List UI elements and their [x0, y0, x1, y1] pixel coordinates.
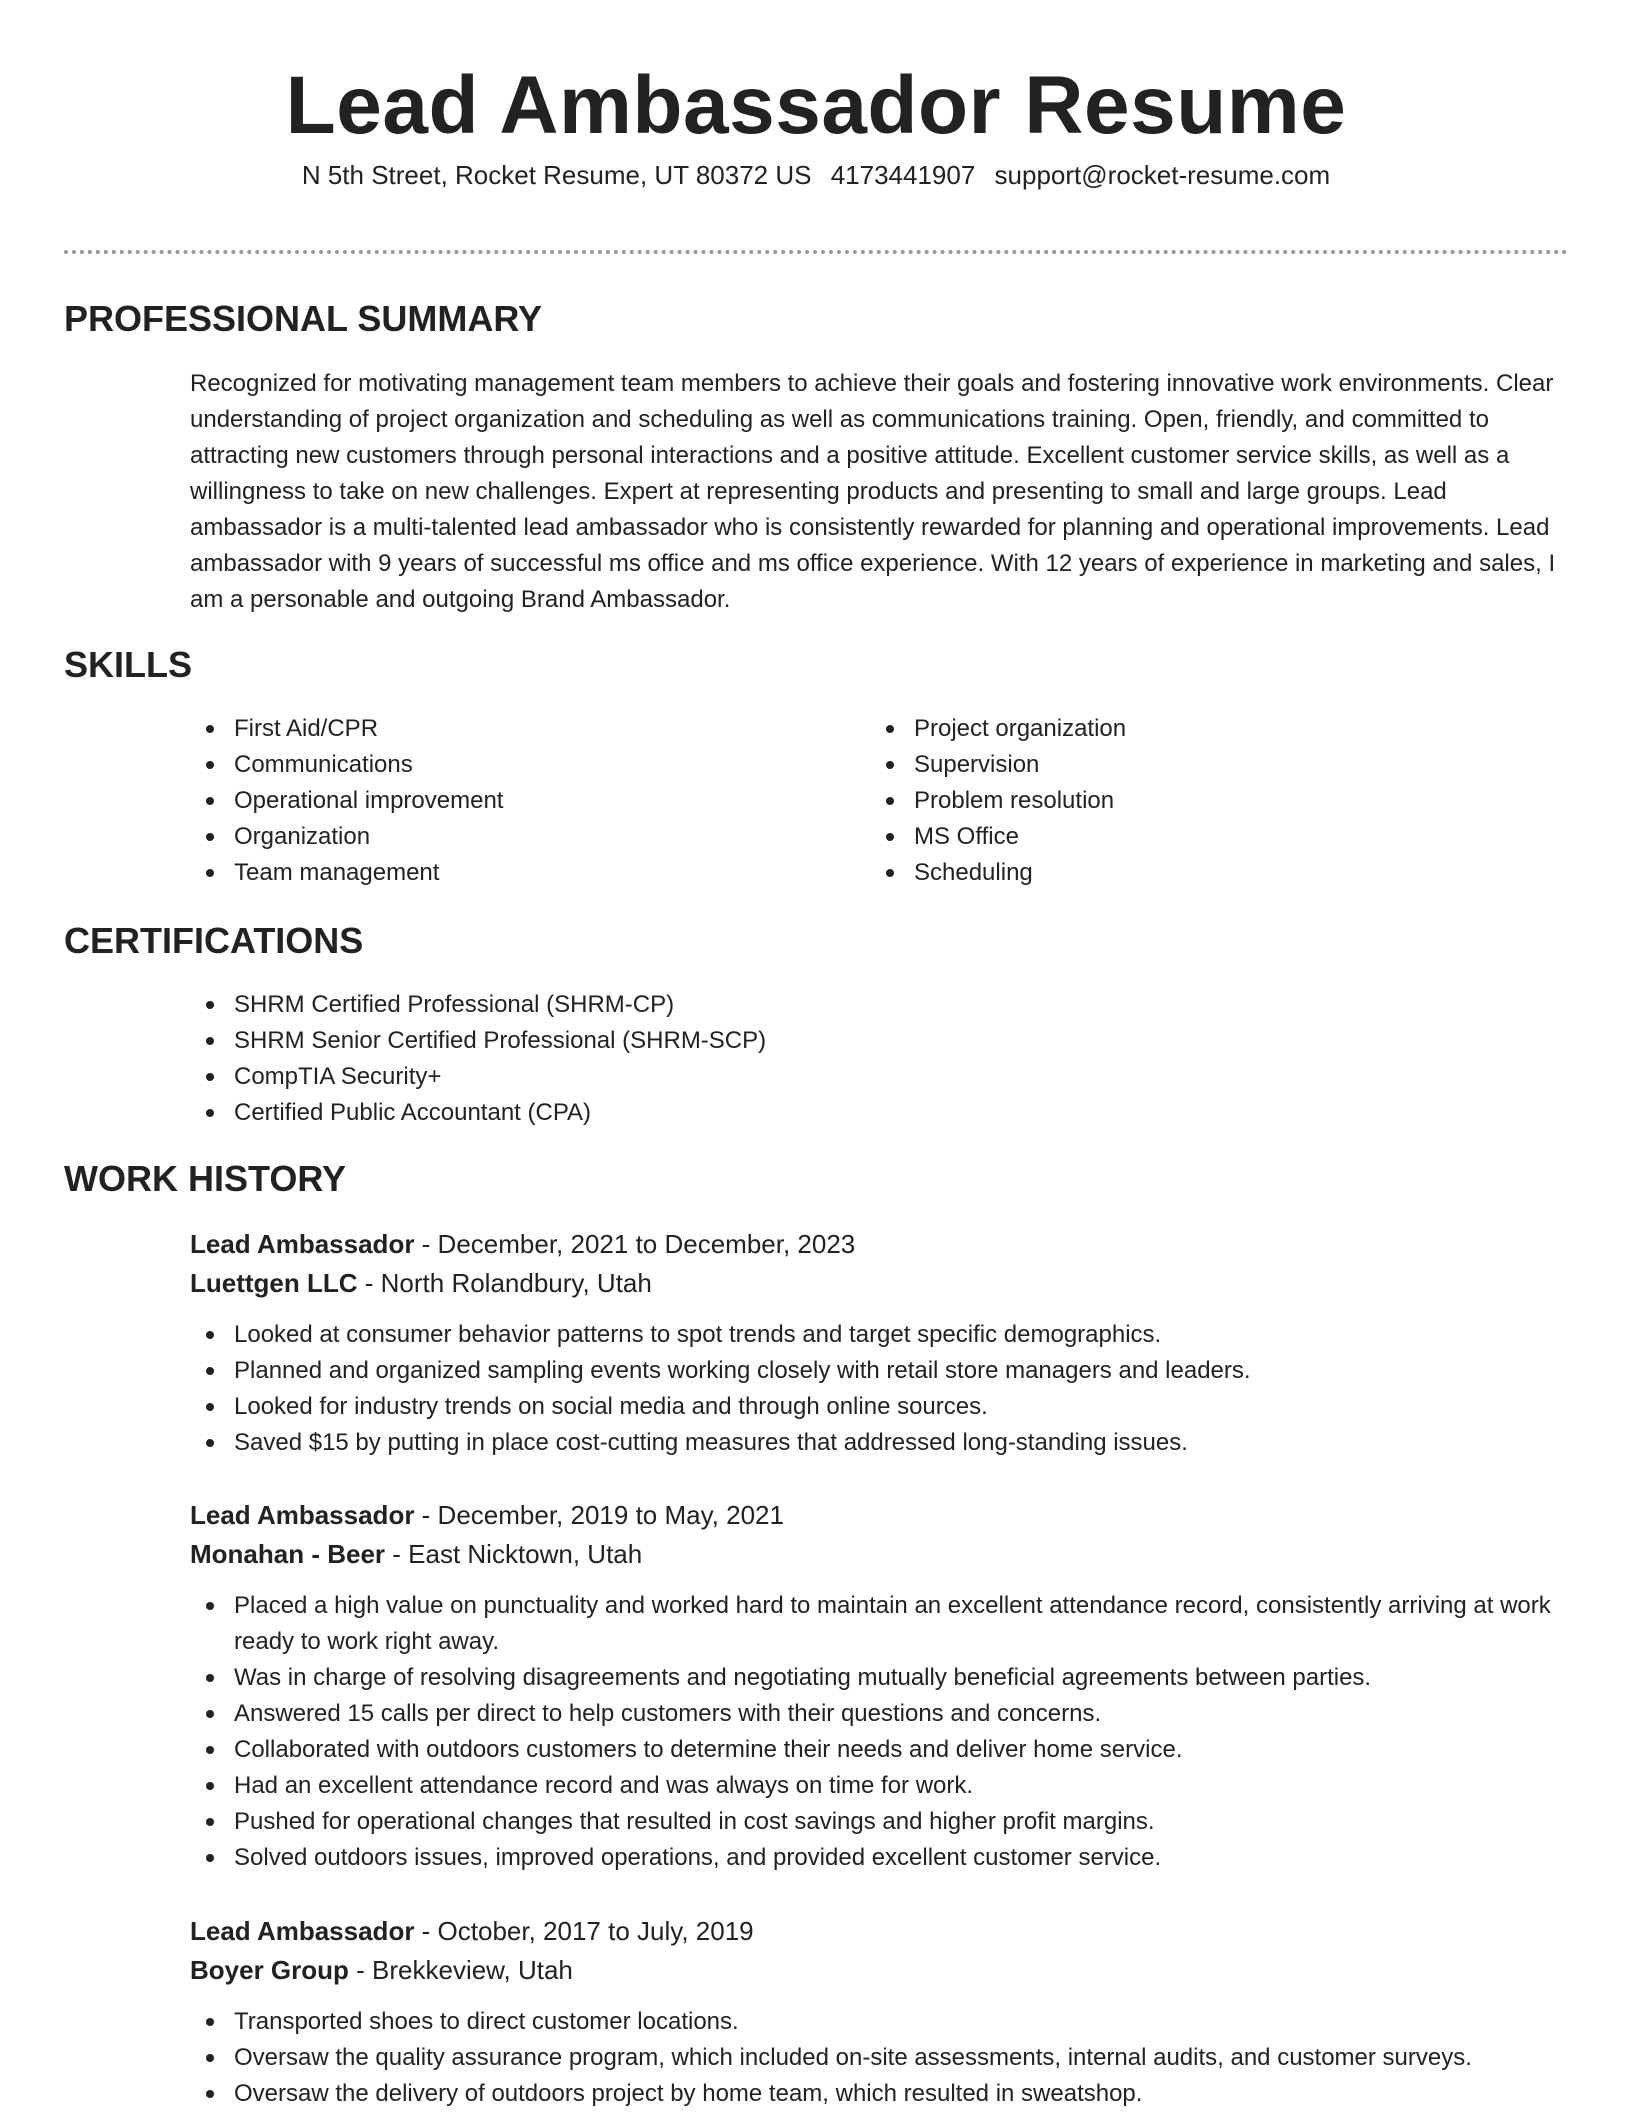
list-item: Team management	[190, 855, 830, 891]
header-divider	[64, 250, 1568, 254]
list-item: Had an excellent attendance record and was always on time for work.	[190, 1768, 1568, 1804]
job-entry	[190, 1496, 1568, 1876]
list-item: Project organization	[870, 711, 1510, 747]
job-company: Boyer Group	[190, 1955, 349, 1985]
job-location: - Brekkeview, Utah	[348, 1955, 573, 1985]
list-item: Looked for industry trends on social media and through online sources.	[190, 1389, 1568, 1425]
job-bullets	[190, 1317, 1568, 1461]
list-item: Answered 15 calls per direct to help customers with their questions and concerns.	[190, 1696, 1568, 1732]
list-item: Organization	[190, 819, 830, 855]
section-title-summary: PROFESSIONAL SUMMARY	[64, 298, 543, 339]
skills-list-right	[870, 711, 1510, 891]
list-item: Problem resolution	[870, 783, 1510, 819]
list-item: Solved outdoors issues, improved operations, and provided excellent customer service.	[190, 1840, 1568, 1876]
contact-address: N 5th Street, Rocket Resume, UT 80372 US	[301, 160, 812, 190]
resume-title: Lead Ambassador Resume	[285, 60, 1347, 151]
job-role-line	[190, 1225, 1568, 1264]
job-entry	[190, 1912, 1568, 2112]
job-bullets	[190, 2004, 1568, 2112]
job-role: Lead Ambassador	[190, 1229, 415, 1259]
job-dates: - December, 2019 to May, 2021	[414, 1500, 784, 1530]
job-role-line	[190, 1912, 1568, 1951]
section-title-certifications: CERTIFICATIONS	[64, 920, 364, 961]
job-role: Lead Ambassador	[190, 1916, 415, 1946]
list-item: Transported shoes to direct customer locations.	[190, 2004, 1568, 2040]
list-item: Scheduling	[870, 855, 1510, 891]
job-dates: - December, 2021 to December, 2023	[414, 1229, 856, 1259]
list-item: Pushed for operational changes that resulted in cost savings and higher profit margins.	[190, 1804, 1568, 1840]
list-item: Placed a high value on punctuality and worked hard to maintain an excellent attendance record, consistently arriving at work ready to work right away.	[190, 1588, 1568, 1660]
job-company-line	[190, 1264, 1568, 1303]
skills-list-left	[190, 711, 830, 891]
list-item: CompTIA Security+	[190, 1059, 1490, 1095]
resume-page	[64, 0, 1568, 2107]
list-item: Planned and organized sampling events working closely with retail store managers and leaders.	[190, 1353, 1568, 1389]
section-title-skills: SKILLS	[64, 644, 193, 685]
list-item: Communications	[190, 747, 830, 783]
job-dates: - October, 2017 to July, 2019	[414, 1916, 754, 1946]
job-location: - East Nicktown, Utah	[385, 1539, 643, 1569]
list-item: First Aid/CPR	[190, 711, 830, 747]
list-item: Saved $15 by putting in place cost-cutting measures that addressed long-standing issues.	[190, 1425, 1568, 1461]
job-role: Lead Ambassador	[190, 1500, 415, 1530]
job-location: - North Rolandbury, Utah	[357, 1268, 652, 1298]
list-item: Collaborated with outdoors customers to determine their needs and deliver home service.	[190, 1732, 1568, 1768]
job-role-line	[190, 1496, 1568, 1535]
list-item: Certified Public Accountant (CPA)	[190, 1095, 1490, 1131]
job-company: Luettgen LLC	[190, 1268, 358, 1298]
job-company-line	[190, 1535, 1568, 1574]
list-item: SHRM Certified Professional (SHRM-CP)	[190, 987, 1490, 1023]
job-company-line	[190, 1951, 1568, 1990]
list-item: MS Office	[870, 819, 1510, 855]
contact-email: support@rocket-resume.com	[994, 160, 1331, 190]
list-item: SHRM Senior Certified Professional (SHRM-SCP)	[190, 1023, 1490, 1059]
list-item: Supervision	[870, 747, 1510, 783]
job-company: Monahan - Beer	[190, 1539, 386, 1569]
contact-phone: 4173441907	[830, 160, 976, 190]
list-item: Was in charge of resolving disagreements and negotiating mutually beneficial agreements between parties.	[190, 1660, 1568, 1696]
contact-line	[64, 158, 1568, 192]
job-entry	[190, 1225, 1568, 1461]
job-bullets	[190, 1588, 1568, 1876]
list-item: Looked at consumer behavior patterns to spot trends and target specific demographics.	[190, 1317, 1568, 1353]
summary-text: Recognized for motivating management team members to achieve their goals and fostering innovative work environments. Clear understanding of project organization and scheduling as well as communications training. Open, friendly, and committed to attracting new customers through personal interactions and a positive attitude. Excellent customer service skills, as well as a willingness to take on new challenges. Expert at representing products and presenting to small and large groups. Lead ambassador is a multi-talented lead ambassador who is consistently rewarded for planning and operational improvements. Lead ambassador with 9 years of successful ms office and ms office experience. With 12 years of experience in marketing and sales, I am a personable and outgoing Brand Ambassador.	[190, 370, 1556, 613]
list-item: Operational improvement	[190, 783, 830, 819]
list-item: Oversaw the quality assurance program, which included on-site assessments, internal audits, and customer surveys.	[190, 2040, 1568, 2076]
certifications-list	[190, 987, 1490, 1131]
section-title-work-history: WORK HISTORY	[64, 1158, 347, 1199]
list-item: Oversaw the delivery of outdoors project by home team, which resulted in sweatshop.	[190, 2076, 1568, 2112]
